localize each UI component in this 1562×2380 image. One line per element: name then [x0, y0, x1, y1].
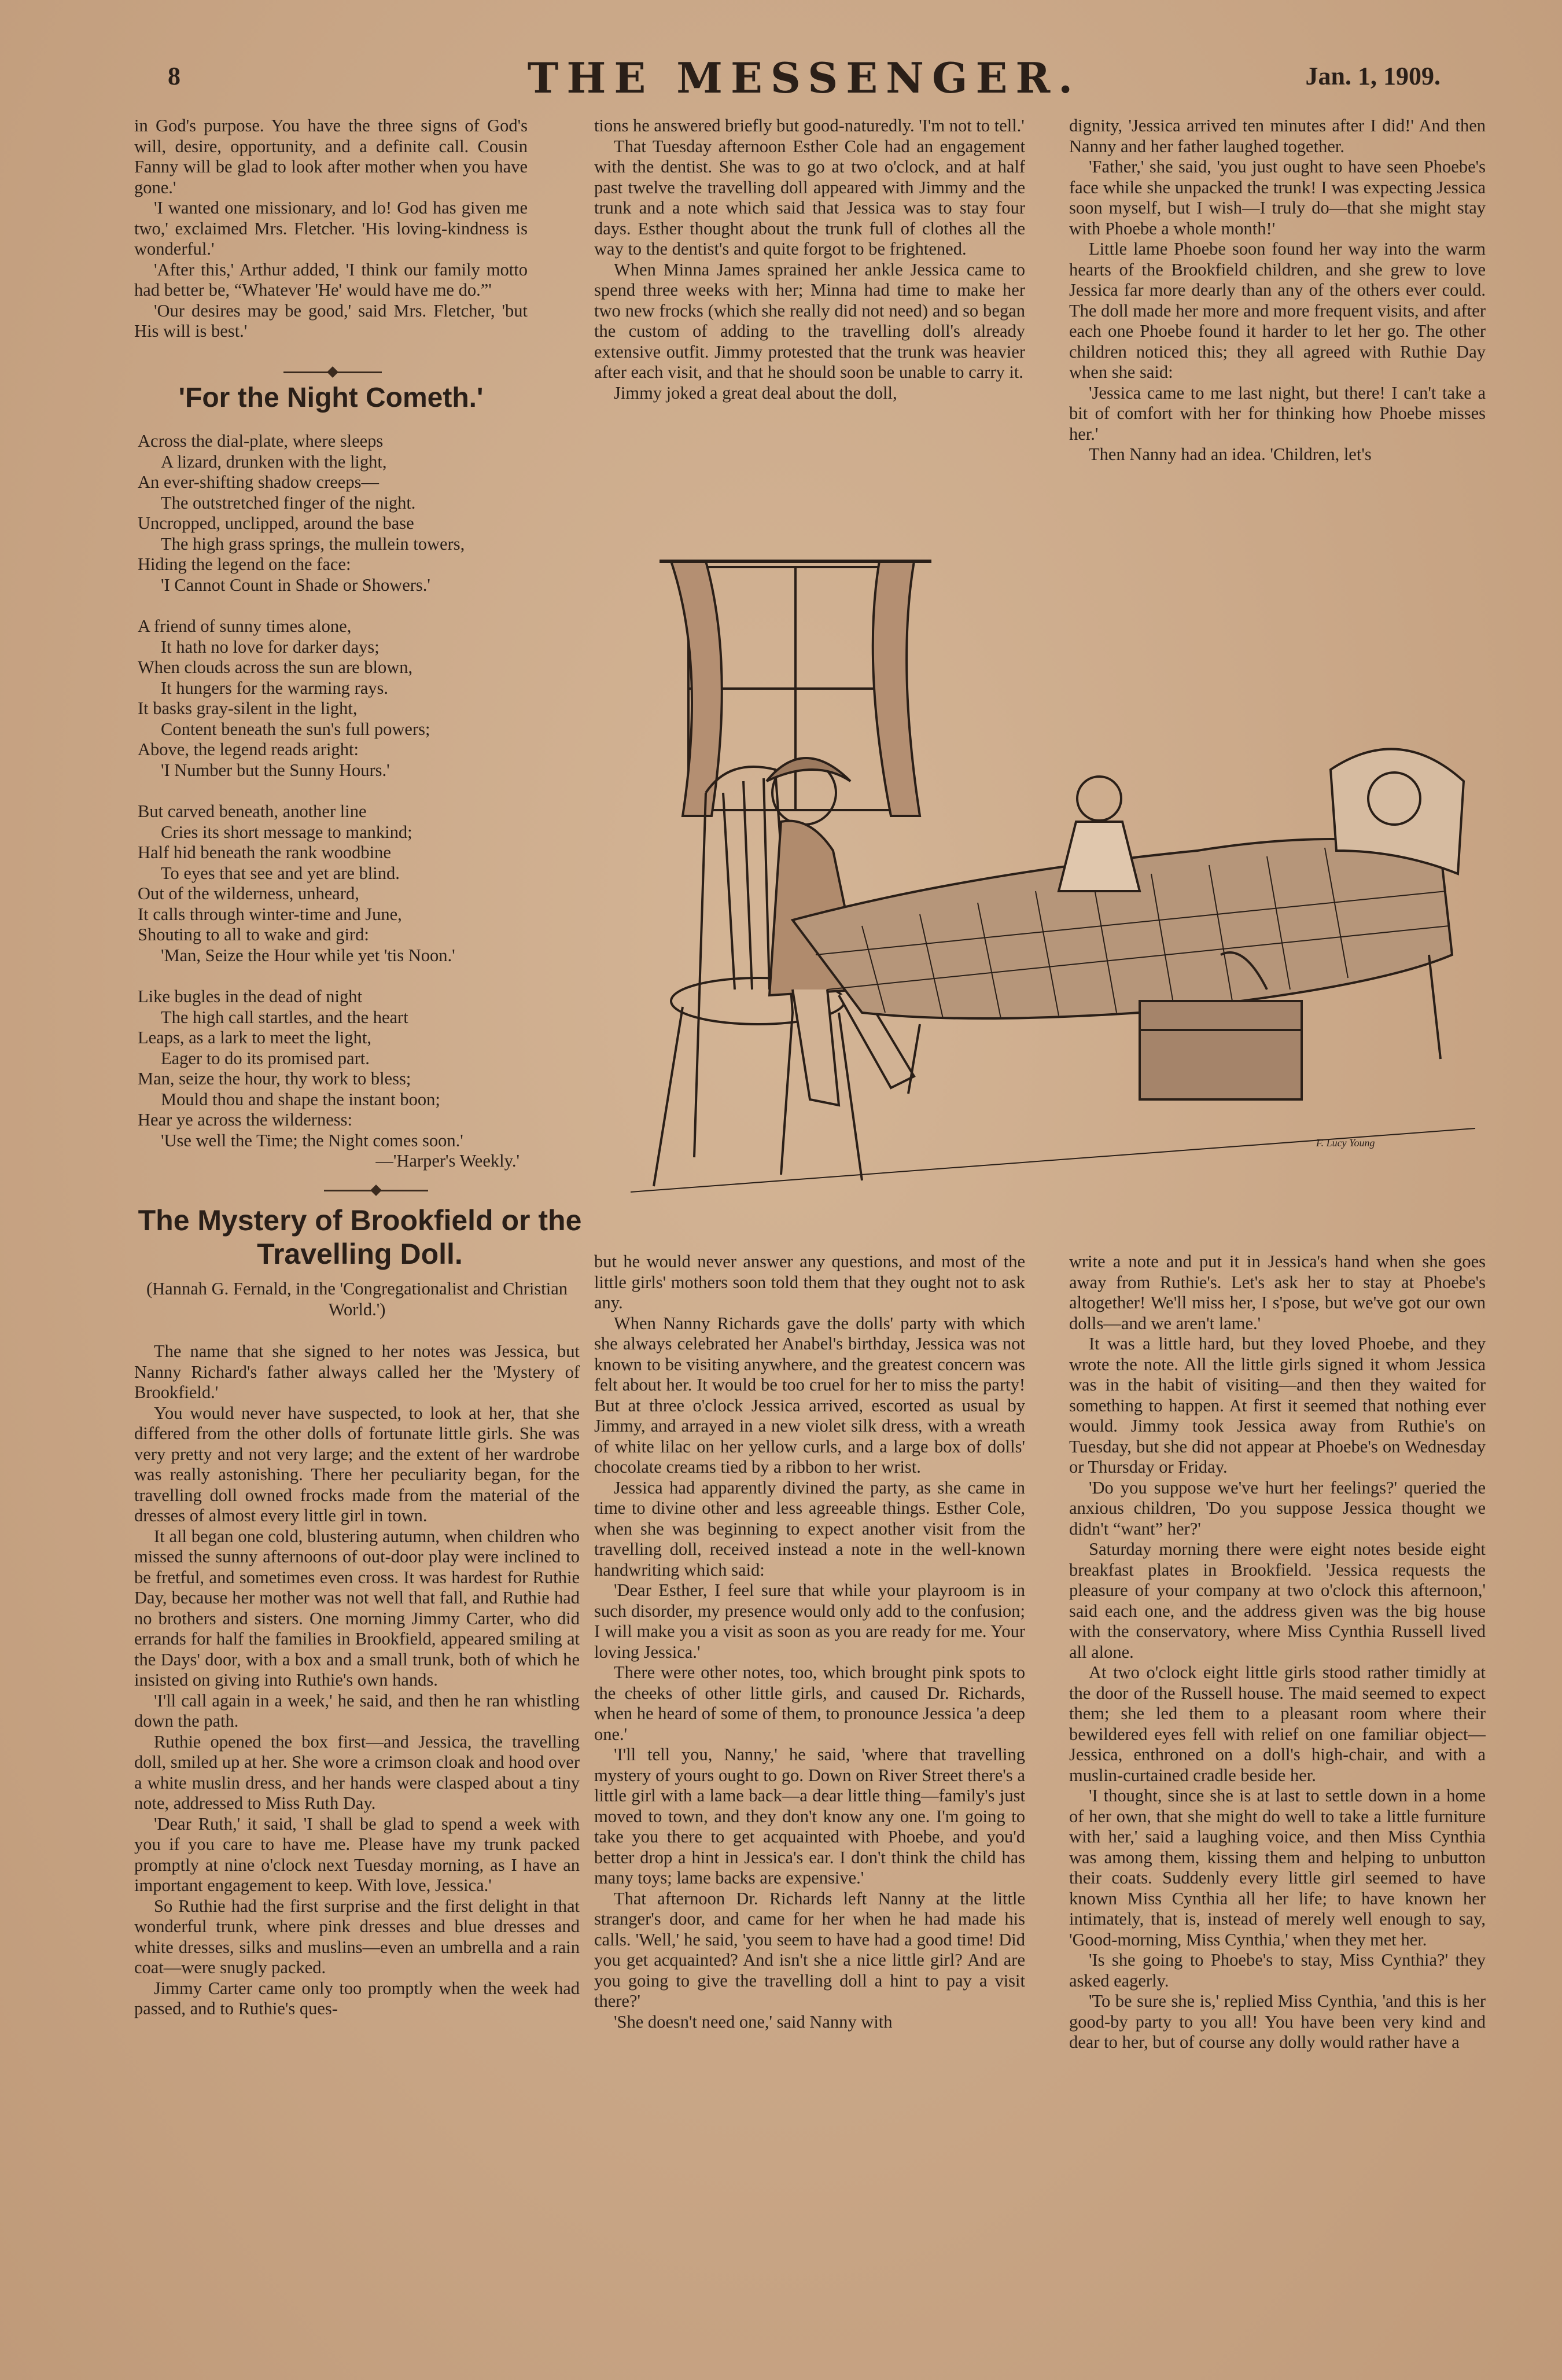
poem-line: Eager to do its promised part. — [161, 1048, 370, 1068]
doll-trunk — [1140, 1001, 1302, 1099]
paragraph: 'I'll call again in a week,' he said, and then he ran whistling down the path. — [134, 1690, 580, 1731]
paragraph: 'I'll tell you, Nanny,' he said, 'where that travelling mystery of yours ought to go. Down on River Street there's a little girl with a lame back—a dear little thing—family's just moved to town, and they don't know any one. I'm going to take you there to get acquainted with Phoebe, and you'd better drop a hint in Jessica's ear. I don't think the child has many toys; lame backs are expensive.' — [594, 1745, 1025, 1888]
illustration-credit: F. Lucy Young — [1316, 1137, 1375, 1149]
paragraph: The name that she signed to her notes was Jessica, but Nanny Richard's father always called her the 'Mystery of Brookfield.' — [134, 1341, 580, 1402]
poem-line: Across the dial-plate, where sleeps — [138, 431, 384, 451]
poem-stanza — [138, 431, 531, 595]
poem-line: When clouds across the sun are blown, — [138, 657, 413, 677]
poem-line: Above, the legend reads aright: — [138, 740, 359, 759]
doll-body — [1059, 822, 1140, 891]
paragraph: 'I thought, since she is at last to settle down in a home of her own, that she might do well to take a little furniture with her,' said a laughing voice, and then Miss Cynthia was among them, kissing them and helping to unbutton their coats. Suddenly every little girl seemed to have known Miss Cynthia all her life; to have known her intimately, that is, instead of merely well enough to say, 'Good-morning, Miss Cynthia,' when they met her. — [1069, 1786, 1486, 1949]
poem-line: Content beneath the sun's full powers; — [161, 719, 430, 739]
paragraph: 'Dear Ruth,' it said, 'I shall be glad to spend a week with you if you care to have me. Please have my trunk packed promptly at nine o'clock next Tuesday morning, as I have an important engagement to keep. With love, Jessica.' — [134, 1813, 580, 1895]
masthead: THE MESSENGER. — [527, 53, 1081, 102]
poem-line: Hiding the legend on the face: — [138, 554, 351, 574]
paragraph: Jimmy Carter came only too promptly when the week had passed, and to Ruthie's ques- — [134, 1978, 580, 2018]
poem-line: 'Use well the Time; the Night comes soon.' — [161, 1130, 463, 1150]
column-3-bottom — [1069, 1252, 1486, 2230]
poem-stanza — [138, 801, 531, 966]
poem-line: The outstretched finger of the night. — [161, 492, 416, 513]
poem-line: It calls through winter-time and June, — [138, 904, 402, 924]
poem-attribution: —'Harper's Weekly.' — [375, 1151, 520, 1171]
paragraph: Then Nanny had an idea. 'Children, let's — [1089, 444, 1372, 464]
paragraph: 'Is she going to Phoebe's to stay, Miss Cynthia?' they asked eagerly. — [1069, 1950, 1486, 1991]
poem-stanza — [138, 987, 531, 1172]
poem-line: Leaps, as a lark to meet the light, — [138, 1028, 371, 1047]
paragraph: So Ruthie had the first surprise and the first delight in that wonderful trunk, where pink dresses and blue dresses and white dresses, silks and muslins—even an umbrella and a rain coat—were snugly packed. — [134, 1896, 580, 1977]
column-2-top — [594, 116, 1025, 521]
page-header — [168, 53, 1441, 105]
paragraph: Jimmy joked a great deal about the doll, — [614, 382, 897, 403]
poem-line: A lizard, drunken with the light, — [161, 451, 387, 472]
paragraph: but he would never answer any questions, and most of the little girls' mothers soon told them that they ought not to ask any. — [594, 1252, 1025, 1312]
poem-line: The high grass springs, the mullein towers, — [161, 534, 465, 554]
poem-line: Uncropped, unclipped, around the base — [138, 513, 414, 533]
poem-line: 'I Number but the Sunny Hours.' — [161, 760, 390, 780]
poem-line: It basks gray-silent in the light, — [138, 698, 358, 718]
paragraph: 'Dear Esther, I feel sure that while your playroom is in such disorder, my presence would only add to the confusion; I will make you a visit as soon as you are ready for me. Your loving Jessica.' — [594, 1580, 1025, 1662]
poem-line: To eyes that see and yet are blind. — [161, 863, 400, 883]
column-3-top — [1069, 116, 1486, 521]
paragraph: There were other notes, too, which brought pink spots to the cheeks of other little girls, and caused Dr. Richards, when he heard of some of them, to pronounce Jessica 'a deep one.' — [594, 1662, 1025, 1744]
poem-line: An ever-shifting shadow creeps— — [138, 472, 379, 492]
poem-line: Like bugles in the dead of night — [138, 987, 362, 1006]
paragraph: 'Do you suppose we've hurt her feelings?' queried the anxious children, 'Do you suppose Jessica thought we didn't “want” her?' — [1069, 1477, 1486, 1539]
ornamental-rule — [283, 368, 382, 376]
paragraph: 'I wanted one missionary, and lo! God has given me two,' exclaimed Mrs. Fletcher. 'His loving-kindness is wonderful.' — [134, 198, 528, 259]
poem-stanza — [138, 616, 531, 781]
poem-line: Out of the wilderness, unheard, — [138, 884, 359, 903]
paragraph: You would never have suspected, to look at her, that she differed from the other dolls of fortunate little girls. She was very pretty and not very large; and the extent of her wardrobe was really astonishing. There her peculiarity began, for the travelling doll owned frocks made from the material of the dresses of almost every little girl in town. — [134, 1403, 580, 1525]
ornamental-rule — [324, 1186, 428, 1194]
poem-line: A friend of sunny times alone, — [138, 616, 352, 636]
paragraph: Little lame Phoebe soon found her way into the warm hearts of the Brookfield children, and she grew to love Jessica far more dearly than any of the others ever could. The doll made her more and more frequent visits, and after each one Phoebe found it harder to let her go. The other children noticed this; they all agreed with Ruthie Day when she said: — [1069, 239, 1486, 382]
poem-line: It hath no love for darker days; — [161, 637, 380, 657]
paragraph: Jessica had apparently divined the party, as she came in time to divine other and less agreeable things. Esther Cole, when she was beginning to expect another visit from the travelling doll, received instead a note in the well-known handwriting which said: — [594, 1477, 1025, 1580]
paragraph: 'After this,' Arthur added, 'I think our family motto had better be, “Whatever 'He' would have me do.”' — [134, 259, 528, 300]
issue-date: Jan. 1, 1909. — [1305, 62, 1441, 90]
paragraph: in God's purpose. You have the three signs of God's will, desire, opportunity, and a definite call. Cousin Fanny will be glad to look after mother when you have gone.' — [134, 116, 528, 197]
paragraph: 'Our desires may be good,' said Mrs. Fletcher, 'but His will is best.' — [134, 300, 528, 341]
paragraph: It was a little hard, but they loved Phoebe, and they wrote the note. All the little girls signed it whom Jessica was in the habit of visiting—and then they waited for something to happen. At first it seemed that nothing ever would. Jimmy took Jessica away from Ruthie's on Tuesday, but she did not appear at Phoebe's on Wednesday or Thursday or Friday. — [1069, 1334, 1486, 1477]
poem-line: 'I Cannot Count in Shade or Showers.' — [161, 575, 430, 595]
poem-line: Man, seize the hour, thy work to bless; — [138, 1069, 411, 1088]
paragraph: dignity, 'Jessica arrived ten minutes after I did!' And then Nanny and her father laughed together. — [1069, 116, 1486, 156]
poem-line: It hungers for the warming rays. — [161, 678, 389, 698]
poem-body — [138, 431, 531, 1172]
poem-line: Mould thou and shape the instant boon; — [161, 1089, 440, 1109]
paragraph: 'To be sure she is,' replied Miss Cynthia, 'and this is her good-by party to you all! You have been very kind and dear to her, but of course any dolly would rather have a — [1069, 1991, 1486, 2052]
poem-line: But carved beneath, another line — [138, 801, 367, 821]
paragraph: 'Father,' she said, 'you just ought to have seen Phoebe's face while she unpacked the trunk! I was expecting Jessica soon myself, but I wish—I truly do—that she might stay with Phoebe a whole month!' — [1069, 157, 1486, 238]
poem-line: Hear ye across the wilderness: — [138, 1110, 352, 1130]
right-curtain — [873, 561, 920, 816]
column-1-bottom — [134, 1341, 580, 2227]
paragraph: Saturday morning there were eight notes beside eight breakfast plates in Brookfield. 'Jessica requests the pleasure of your company at two o'clock this afternoon,' said each one, and the address given was the big house with the conservatory, where Miss Cynthia Russell lived all alone. — [1069, 1539, 1486, 1662]
poem-line: 'Man, Seize the Hour while yet 'tis Noon.' — [161, 945, 455, 965]
column-1-top — [134, 116, 528, 347]
page-number: 8 — [168, 62, 180, 90]
paragraph: 'She doesn't need one,' said Nanny with — [614, 2011, 893, 2032]
column-2-bottom — [594, 1252, 1025, 2230]
paragraph: Ruthie opened the box first—and Jessica, the travelling doll, smiled up at her. She wore a crimson cloak and hood over a white muslin dress, and her hands were clasped about a tiny note, addressed to Miss Ruth Day. — [134, 1731, 580, 1813]
left-curtain — [671, 561, 722, 816]
poem-line: The high call startles, and the heart — [161, 1007, 408, 1027]
story-byline: (Hannah G. Fernald, in the 'Congregationalist and Christian World.') — [146, 1279, 568, 1319]
poem-line: Shouting to all to wake and gird: — [138, 925, 369, 944]
poem-line: Half hid beneath the rank woodbine — [138, 843, 391, 862]
doll-head — [1077, 777, 1121, 821]
illustration-girl-with-doll — [619, 550, 1487, 1244]
paragraph: When Minna James sprained her ankle Jessica came to spend three weeks with her; Minna had time to make her two new frocks (which she really did not need) and so began the custom of adding to the travelling doll's already extensive outfit. Jimmy protested that the trunk was heavier after each visit, and that he should soon be unable to carry it. — [594, 259, 1025, 382]
paragraph: 'Jessica came to me last night, but there! I can't take a bit of comfort with her for thinking how Phoebe misses her.' — [1069, 382, 1486, 444]
paragraph: At two o'clock eight little girls stood rather timidly at the door of the Russell house. The maid seemed to expect them; she led them to a pleasant room where their bewildered eyes fell with relief on one familiar object—Jessica, enthroned on a doll's high-chair, and with a muslin-curtained cradle beside her. — [1069, 1662, 1486, 1785]
poem-title: 'For the Night Cometh.' — [178, 382, 484, 413]
paragraph: That afternoon Dr. Richards left Nanny at the little stranger's door, and came for her when he had made his calls. 'Well,' he said, 'you seem to have had a good time! Did you get acquainted? And isn't she a nice little girl? And are you going to give the travelling doll a hint to pay a visit there?' — [594, 1888, 1025, 2011]
paragraph: That Tuesday afternoon Esther Cole had an engagement with the dentist. She was to go at two o'clock, and at half past twelve the travelling doll appeared with Jimmy and the trunk and a note which said that Jessica was to stay four days. Esther thought about the trunk full of clothes all the way to the dentist's and quite forgot to be frightened. — [594, 136, 1025, 259]
story-title: The Mystery of Brookfield or the Travelling Doll. — [138, 1204, 582, 1270]
paragraph: When Nanny Richards gave the dolls' party with which she always celebrated her Anabel's birthday, Jessica was not known to be visiting anywhere, and the greatest concern was felt about her. It would be too cruel for her to miss the party! But at three o'clock Jessica arrived, escorted as usual by Jimmy, and arrayed in a new violet silk dress, with a wreath of white lilac on her yellow curls, and a large box of dolls' chocolate creams tied by a ribbon to her wrist. — [594, 1313, 1025, 1477]
poem-line: Cries its short message to mankind; — [161, 822, 412, 842]
paragraph: write a note and put it in Jessica's hand when she goes away from Ruthie's. Let's ask her to stay at Phoebe's altogether! We'll miss her, I s'pose, but we've got our own dolls—and we aren't lame.' — [1069, 1252, 1486, 1333]
paragraph: tions he answered briefly but good-naturedly. 'I'm not to tell.' — [594, 116, 1025, 135]
paragraph: It all began one cold, blustering autumn, when children who missed the sunny afternoons of out-door play were inclined to be fretful, and sometimes even cross. It was hardest for Ruthie Day, because her mother was not well that fall, and Ruthie had no brothers and sisters. One morning Jimmy Carter, who did errands for half the families in Brookfield, appeared smiling at the Days' door, with a box and a small trunk, both of which he insisted on giving into Ruthie's own hands. — [134, 1526, 580, 1690]
